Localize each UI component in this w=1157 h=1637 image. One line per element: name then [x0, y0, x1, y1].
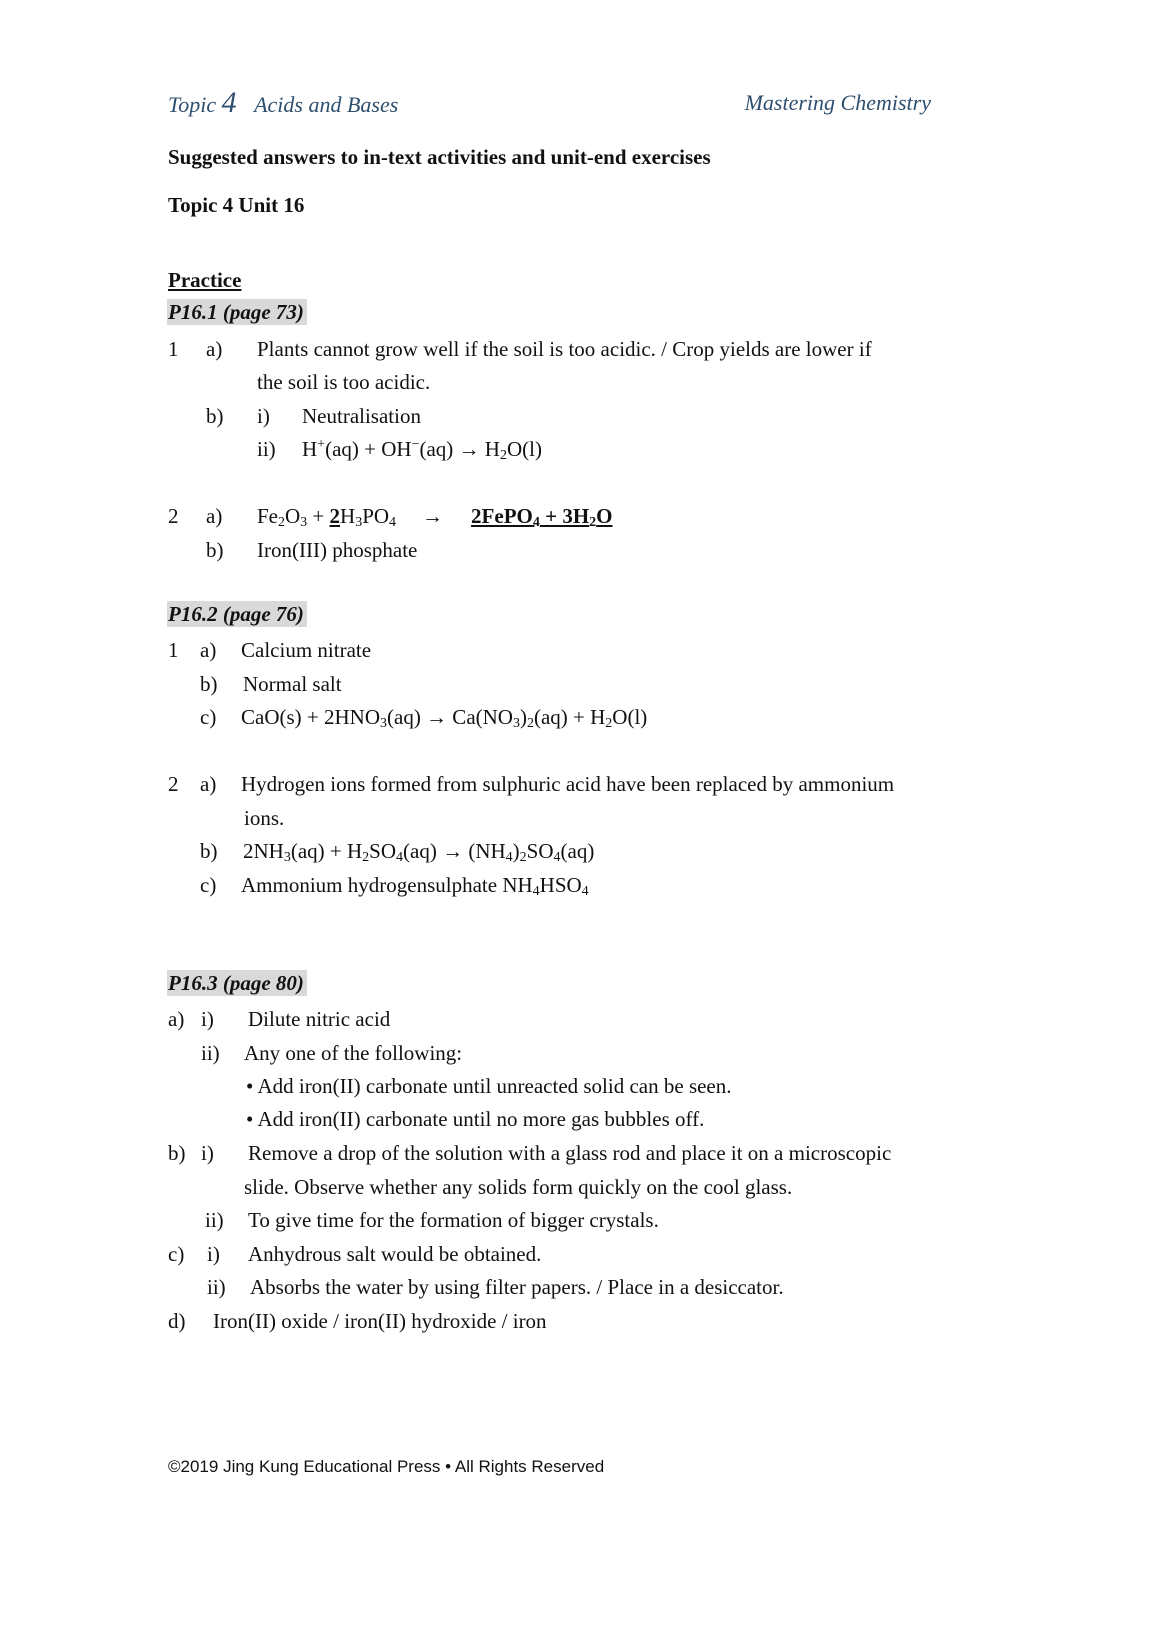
- answer-text: Ammonium hydrogensulphate $NH_4HSO_4$: [241, 873, 589, 899]
- subpart-label: i): [201, 1141, 214, 1165]
- header-topic: [168, 86, 398, 120]
- answer-text: Dilute nitric acid: [248, 1007, 391, 1031]
- header-topic-number: 4: [221, 86, 237, 119]
- answer-text: slide. Observe whether any solids form quickly on the cool glass.: [244, 1175, 793, 1199]
- header-topic-word: Topic: [168, 92, 217, 117]
- chemical-equation: $Fe_2O_3 + 2H_3PO_4$ → 2FePO$_4$ + $3H_2O$: [257, 504, 613, 530]
- answer-text: Plants cannot grow well if the soil is too acidic. / Crop yields are lower if: [257, 337, 872, 361]
- answer-text: Any one of the following:: [244, 1041, 463, 1065]
- part-label: c): [168, 1242, 185, 1266]
- subpart-label: i): [207, 1242, 220, 1266]
- part-label: a): [200, 638, 217, 662]
- answer-text: ions.: [244, 806, 285, 830]
- part-label: a): [206, 337, 223, 361]
- answer-text: Normal salt: [243, 672, 342, 696]
- part-label: b): [206, 538, 224, 562]
- subpart-label: ii): [201, 1041, 220, 1065]
- unit-title: Topic 4 Unit 16: [168, 193, 305, 217]
- chemical-equation: $2NH_3(aq) + H_2SO_4(aq) \to (NH_4)_2SO_4(aq)$: [243, 839, 595, 865]
- part-label: b): [200, 672, 218, 696]
- practice-heading: Practice: [168, 268, 242, 292]
- header-topic-title: Acids and Bases: [254, 92, 399, 117]
- answer-text: Iron(III) phosphate: [257, 538, 418, 562]
- section-title-p16-1: P16.1 (page 73): [167, 299, 307, 325]
- answer-text: Iron(II) oxide / iron(II) hydroxide / iron: [213, 1309, 547, 1333]
- answer-text: Hydrogen ions formed from sulphuric acid have been replaced by ammonium: [241, 772, 895, 796]
- question-number: 1: [168, 638, 179, 662]
- subpart-label: ii): [207, 1275, 226, 1299]
- bullet-item: • Add iron(II) carbonate until no more gas bubbles off.: [246, 1107, 705, 1131]
- subpart-label: ii): [257, 437, 276, 461]
- subpart-label: i): [201, 1007, 214, 1031]
- question-number: 1: [168, 337, 179, 361]
- part-label: c): [200, 873, 217, 897]
- section-title-p16-2: P16.2 (page 76): [167, 601, 307, 627]
- part-label: d): [168, 1309, 186, 1333]
- answer-text: To give time for the formation of bigger crystals.: [248, 1208, 659, 1232]
- subpart-label: i): [257, 404, 270, 428]
- part-label: a): [168, 1007, 185, 1031]
- answer-text: the soil is too acidic.: [257, 370, 431, 394]
- part-label: b): [200, 839, 218, 863]
- question-number: 2: [168, 504, 179, 528]
- footer-copyright: ©2019 Jing Kung Educational Press • All Rights Reserved: [168, 1457, 605, 1476]
- answer-text: Calcium nitrate: [241, 638, 372, 662]
- part-label: b): [206, 404, 224, 428]
- part-label: b): [168, 1141, 186, 1165]
- answer-text: Ammonium hydrogensulphate: [241, 873, 498, 897]
- chemical-equation: $H^+(aq) + OH^-(aq) \to H_2O(l)$: [302, 437, 542, 463]
- part-label: a): [200, 772, 217, 796]
- answer-text: Absorbs the water by using filter papers. / Place in a desiccator.: [250, 1275, 784, 1299]
- section-title-p16-3: P16.3 (page 80): [167, 970, 307, 996]
- part-label: c): [200, 705, 217, 729]
- answer-text: Neutralisation: [302, 404, 421, 428]
- bullet-item: • Add iron(II) carbonate until unreacted solid can be seen.: [246, 1074, 732, 1098]
- subpart-label: ii): [205, 1208, 224, 1232]
- answer-text: Anhydrous salt would be obtained.: [248, 1242, 542, 1266]
- chemical-equation: $CaO(s) + 2HNO_3(aq) \to Ca(NO_3)_2(aq) + H_2O(l)$: [241, 705, 648, 731]
- part-label: a): [206, 504, 223, 528]
- header-book-title: Mastering Chemistry: [744, 90, 931, 115]
- answer-text: Remove a drop of the solution with a glass rod and place it on a microscopic: [248, 1141, 892, 1165]
- page-heading: Suggested answers to in-text activities and unit-end exercises: [168, 145, 711, 169]
- question-number: 2: [168, 772, 179, 796]
